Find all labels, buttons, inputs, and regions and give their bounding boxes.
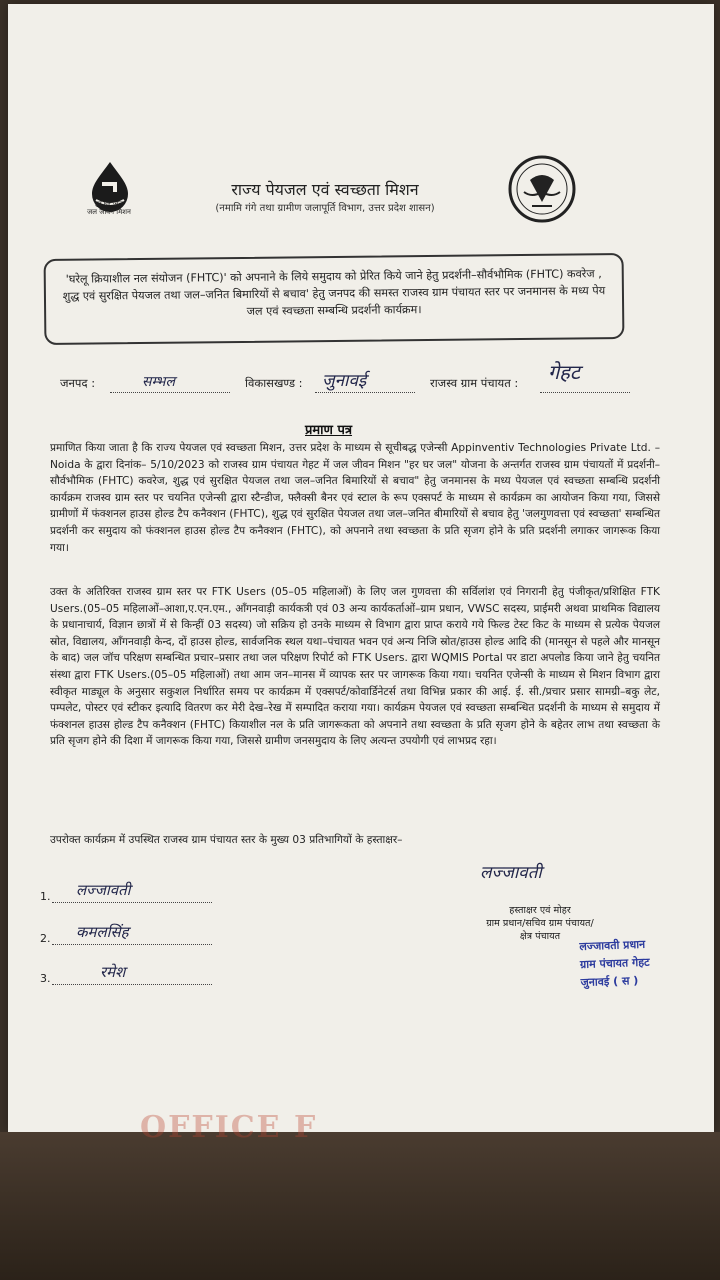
participant-signature: लज्जावती <box>76 881 131 899</box>
block-value: जुनावई <box>322 371 367 391</box>
participant-number: 3. <box>40 972 51 985</box>
panchayat-value: गेहट <box>548 360 580 384</box>
paragraph-3: उपरोक्त कार्यक्रम में उपस्थित राजस्व ग्राम पंचायत स्तर के मुख्य 03 प्रतिभागियों के हस्ताक्षर– <box>50 834 403 846</box>
participant-signature: रमेश <box>100 963 126 981</box>
document-title: प्रमाण पत्र <box>305 423 353 438</box>
district-label: जनपद : <box>60 376 96 390</box>
paragraph-2: उक्त के अतिरिक्त राजस्व ग्राम स्तर पर FTK Users (05–05 महिलाओं) के लिए जल गुणवत्ता की सर्विलांश एवं निगरानी हेतु पंजीकृत/प्रशिक्षित FTK Users.(05–05 महिलाओं–आशा,ए.एन.एम., ऑंगनवाड़ी कार्यकत्री एवं 03 अन्य कार्यकर्ताओं–ग्राम प्रधान, VWSC सदस्य, प्राईमरी अथवा प्राथमिक विद्यालय के प्रधानाचार्य, विज्ञान छात्रों में से किन्हीं 03 सदस्य) जो सक्रिय हो उनके माध्यम से विभाग द्वारा प्राप्त कराये गये फिल्ड टेस्ट किट के माध्यम से प्रत्येक पेयजल स्रोत, विद्यालय, ऑंगनवाड़ी केन्द, दों हाउस होल्ड, सार्वजनिक स्थल यथा–पंचायत भवन एवं अन्य निजि स्रोत/हाउस होल्ड आदि की (मानसून से पहले और मानसून के बाद) जल जॉच परिक्षण सम्बन्धित प्रचार–प्रसार तथा जल परिक्षण रिपोर्ट को FTK Users. द्वारा WQMIS Portal पर डाटा अपलोड किया जाने हेतु चयनित संस्था द्वारा FTK Users.(05–05 महिलाओं) तथा आम जन–मानस में व्यापक स्तर पर जागरूक किया गया। चयनित एजेन्सी के माध्यम से मिशन विभाग द्वारा स्वीकृत माड्यूल के अनुसार सकुशल निर्धारित समय पर कार्यक्रम में एक्सपर्ट/कोवार्डिनेटर्स तथा विभिन्न प्रकार की आई. ई. सी./प्रचार प्रसार सामग्री–बकु लेट, पम्पलेट, पोस्टर एवं स्टीकर इत्यादि वितरण कर मेरी देख–रेख में सम्पादित कराया गया। कार्यक्रम पेयजल एवं स्वच्छता सम्बन्धित प्रदर्शनी के माध्यम से समुदाय में फंक्शनल हाउस होल्ड टैप कनैक्शन (FHTC) कियाशील नल के प्रति जागरूकता को अपनाने तथा स्वच्छता के प्रति सृजग होने के बहेतर लाभ तथा स्वच्छता के प्रति सृजग होने की दिशा में जागरूक किया गया, जिससे ग्रामीण जनसमुदाय के लिए अत्यन्त उपयोगी एवं लाभप्रद रहा। <box>50 586 660 748</box>
signature-caption: हस्ताक्षर एवं मोहर ग्राम प्रधान/सचिव ग्राम पंचायत/ क्षेत्र पंचायत <box>486 905 594 942</box>
mission-subtitle: (नमामि गंगे तथा ग्रामीण जलापूर्ति विभाग, उत्तर प्रदेश शासन) <box>215 203 435 214</box>
location-fields <box>60 360 660 398</box>
stamp-line-2: ग्राम पंचायत गेहट <box>579 955 650 972</box>
participant-number: 1. <box>40 890 51 903</box>
background-watermark: OFFICE F <box>140 1110 318 1145</box>
stamp-line-3: जुनावई ( स ) <box>580 974 639 990</box>
background-surface <box>0 1132 720 1280</box>
subject-box: 'घरेलू क्रियाशील नल संयोजन (FHTC)' को अपनाने के लिये समुदाय को प्रेरित किये जाने हेतु प्रदर्शनी–सौर्वभौमिक (FHTC) कवरेज , शुद्ध एवं सुरक्षित पेयजल तथा जल–जनित बिमारियों से बचाव' हेतु जनपद की समस्त राजस्व ग्राम पंचायत स्तर पर जनमानस के मध्य पेय जल एवं स्वच्छता सम्बन्धि प्रदर्शनी कार्यक्रम। <box>44 253 625 345</box>
district-value: सम्भल <box>142 374 175 390</box>
logo-caption: हर घर जल जल जीवन मिशन <box>87 200 131 216</box>
stamp-line-1: लज्जावती प्रधान <box>579 937 646 954</box>
mission-title: राज्य पेयजल एवं स्वच्छता मिशन <box>231 180 419 199</box>
paragraph-1: प्रमाणित किया जाता है कि राज्य पेयजल एवं स्वच्छता मिशन, उत्तर प्रदेश के माध्यम से सूचीबद्ध एजेन्सी Appinventiv Technologies Private Ltd. – Noida के द्वारा दिनांक– 5/10/2023 को राजस्व ग्राम पंचायत गेहट में जल जीवन मिशन "हर घर जल" योजना के अन्तर्गत राजस्व ग्राम पंचायतों में प्रदर्शनी–सौर्वभौमिक (FHTC) कवरेज, शुद्ध एवं सुरक्षित पेयजल तथा जल–जनित बिमारियों से बचाव" हेतु जनमानस के मध्य पेयजल एवं स्वच्छता सम्बन्धि प्रदर्शनी कार्यक्रम राजस्व ग्राम स्तर पर चयनित एजेन्सी द्वारा स्टैन्डीज, फ्लैक्सी बैनर एवं स्टाल के रूप एक्सपर्ट के माध्यम से कार्यक्रम का आयोजन किया गया, जिससे ग्रामीणों में फंक्शनल हाउस होल्ड टैप कनैक्शन (FHTC), शुद्ध एवं सुरक्षित पेयजल तथा जल–जनित बीमारियों से बचाव हेतु 'जलगुणवत्ता एवं स्वच्छता' सम्बन्धित प्रदर्शनी कर समुदाय को फंक्शनल हाउस होल्ड टैप कनैक्शन (FHTC), को अपनाने तथा स्वच्छता के प्रति सृजग होने के प्रति प्रदर्शनी लगाकर जागरूक किया गया। <box>50 442 660 554</box>
panchayat-label: राजस्व ग्राम पंचायत : <box>430 376 519 390</box>
pradhan-signature: लज्जावती <box>480 863 542 883</box>
block-label: विकासखण्ड : <box>245 376 303 390</box>
participant-number: 2. <box>40 932 51 945</box>
up-government-emblem-icon <box>502 152 582 226</box>
participant-signature: कमलसिंह <box>76 923 129 941</box>
pradhan-stamp <box>579 934 701 992</box>
